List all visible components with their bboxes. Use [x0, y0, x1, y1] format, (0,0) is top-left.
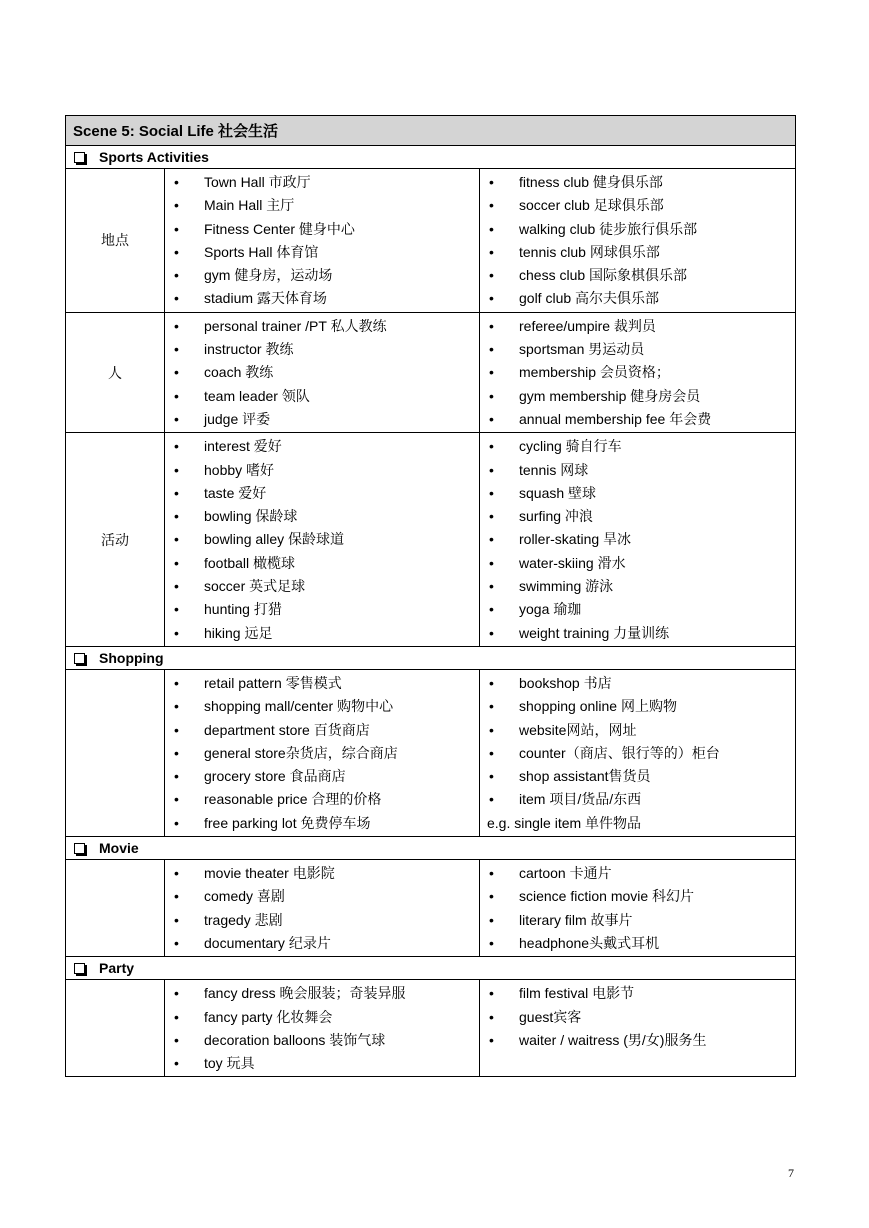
bullet-icon: • [174, 341, 179, 358]
term-item [480, 788, 795, 811]
bullet-icon: • [489, 461, 494, 478]
term-item [480, 622, 795, 645]
section-title: Movie [99, 840, 139, 857]
bullet-icon: • [174, 197, 179, 214]
term-item [480, 264, 795, 287]
term-item [165, 264, 479, 287]
term-text: bookshop 书店 [519, 674, 612, 691]
right-term-cell [480, 169, 796, 313]
term-text: surfing 冲浪 [519, 508, 593, 525]
right-term-list [480, 433, 795, 646]
term-text: soccer club 足球俱乐部 [519, 197, 664, 214]
term-text: annual membership fee 年会费 [519, 410, 712, 427]
term-text: roller-skating 旱冰 [519, 531, 632, 548]
section-header-row [66, 646, 796, 669]
term-text: retail pattern 零售模式 [204, 674, 342, 691]
bullet-icon: • [174, 674, 179, 691]
section-header-row [66, 146, 796, 169]
bullet-icon: • [174, 721, 179, 738]
bullet-icon: • [489, 387, 494, 404]
bullet-icon: • [489, 791, 494, 808]
term-group-row [66, 860, 796, 957]
term-text: instructor 教练 [204, 341, 294, 358]
term-item [480, 598, 795, 621]
term-item [165, 672, 479, 695]
term-text: referee/umpire 裁判员 [519, 317, 656, 334]
bullet-icon: • [174, 744, 179, 761]
term-item [165, 287, 479, 310]
bullet-icon: • [174, 791, 179, 808]
term-text: fancy party 化妆舞会 [204, 1008, 333, 1025]
term-text: general store杂货店，综合商店 [204, 744, 398, 761]
term-item [165, 932, 479, 955]
term-item [480, 482, 795, 505]
term-text: sportsman 男运动员 [519, 341, 645, 358]
left-term-cell [165, 669, 480, 836]
term-text: free parking lot 免费停车场 [204, 814, 371, 831]
term-item [480, 171, 795, 194]
term-item [165, 598, 479, 621]
bullet-icon: • [174, 624, 179, 641]
term-text: website网站，网址 [519, 721, 637, 738]
term-item [480, 719, 795, 742]
term-item [165, 695, 479, 718]
term-text: yoga 瑜珈 [519, 601, 582, 618]
bullet-icon: • [489, 888, 494, 905]
right-term-cell [480, 980, 796, 1077]
term-group-row [66, 980, 796, 1077]
term-item [480, 361, 795, 384]
bullet-icon: • [174, 911, 179, 928]
bullet-icon: • [174, 484, 179, 501]
checkbox-icon [74, 843, 85, 854]
term-item [480, 765, 795, 788]
term-item [165, 622, 479, 645]
term-item [165, 885, 479, 908]
term-item [480, 862, 795, 885]
left-term-cell [165, 980, 480, 1077]
term-item [165, 742, 479, 765]
term-item [480, 672, 795, 695]
term-text: chess club 国际象棋俱乐部 [519, 267, 688, 284]
category-label [66, 980, 165, 1077]
term-text: cycling 骑自行车 [519, 438, 622, 455]
term-text: Fitness Center 健身中心 [204, 220, 355, 237]
term-group-row [66, 669, 796, 836]
left-term-list [165, 169, 479, 312]
left-term-list [165, 860, 479, 956]
vocabulary-table [65, 115, 796, 1077]
title-row [66, 116, 796, 146]
term-text: bowling alley 保龄球道 [204, 531, 345, 548]
term-text: shopping online 网上购物 [519, 698, 677, 715]
term-text: gym 健身房，运动场 [204, 267, 333, 284]
bullet-icon: • [489, 865, 494, 882]
left-term-list [165, 313, 479, 432]
term-text: reasonable price 合理的价格 [204, 791, 382, 808]
term-item [480, 435, 795, 458]
term-item [480, 552, 795, 575]
term-text: comedy 喜剧 [204, 888, 285, 905]
term-text: headphone头戴式耳机 [519, 934, 660, 951]
term-item [165, 408, 479, 431]
bullet-icon: • [174, 531, 179, 548]
term-text: fitness club 健身俱乐部 [519, 174, 663, 190]
bullet-icon: • [489, 624, 494, 641]
term-item [480, 575, 795, 598]
left-term-cell [165, 433, 480, 647]
term-item [480, 194, 795, 217]
bullet-icon: • [489, 317, 494, 334]
term-text: coach 教练 [204, 364, 274, 381]
term-text: hobby 嗜好 [204, 461, 275, 478]
bullet-icon: • [174, 578, 179, 595]
term-item [165, 862, 479, 885]
bullet-icon: • [174, 814, 179, 831]
term-item [165, 1052, 479, 1075]
bullet-icon: • [174, 601, 179, 618]
left-term-list [165, 980, 479, 1076]
term-item [165, 241, 479, 264]
term-item [480, 528, 795, 551]
bullet-icon: • [489, 554, 494, 571]
bullet-icon: • [174, 1055, 179, 1072]
term-text: stadium 露天体育场 [204, 290, 327, 307]
section-header [66, 957, 796, 980]
checkbox-icon [74, 653, 85, 664]
term-item [165, 575, 479, 598]
term-item [165, 812, 479, 835]
term-text: personal trainer /PT 私人教练 [204, 317, 387, 334]
bullet-icon: • [489, 578, 494, 595]
term-text: tragedy 悲剧 [204, 911, 283, 928]
term-text: grocery store 食品商店 [204, 768, 346, 785]
checkbox-icon [74, 963, 85, 974]
bullet-icon: • [174, 934, 179, 951]
left-term-cell [165, 312, 480, 432]
section-header-row [66, 957, 796, 980]
bullet-icon: • [174, 387, 179, 404]
term-item [165, 982, 479, 1005]
bullet-icon: • [174, 461, 179, 478]
term-item [165, 315, 479, 338]
bullet-icon: • [489, 267, 494, 284]
category-label: 活动 [66, 433, 165, 647]
left-term-list [165, 433, 479, 646]
page-title: Scene 5: Social Life 社会生活 [66, 116, 796, 146]
bullet-icon: • [489, 1031, 494, 1048]
section-header [66, 837, 796, 860]
term-item [165, 909, 479, 932]
term-text: documentary 纪录片 [204, 934, 331, 951]
term-text: toy 玩具 [204, 1055, 255, 1072]
term-item [480, 505, 795, 528]
term-item [165, 338, 479, 361]
term-text: bowling 保龄球 [204, 508, 298, 525]
example-note: e.g. single item 单件物品 [487, 814, 642, 831]
bullet-icon: • [489, 438, 494, 455]
term-text: membership 会员资格； [519, 364, 670, 381]
page-number: 7 [788, 1166, 794, 1180]
term-item [480, 695, 795, 718]
term-item [480, 1006, 795, 1029]
term-text: science fiction movie 科幻片 [519, 888, 695, 905]
term-text: judge 评委 [204, 410, 271, 427]
bullet-icon: • [174, 364, 179, 381]
term-item [480, 909, 795, 932]
term-text: counter（商店、银行等的）柜台 [519, 744, 720, 761]
term-text: golf club 高尔夫俱乐部 [519, 290, 660, 307]
section-header-row [66, 837, 796, 860]
term-item [165, 719, 479, 742]
category-label: 地点 [66, 169, 165, 313]
bullet-icon: • [489, 721, 494, 738]
bullet-icon: • [489, 911, 494, 928]
term-text: decoration balloons 装饰气球 [204, 1031, 386, 1048]
bullet-icon: • [174, 888, 179, 905]
term-text: Sports Hall 体育馆 [204, 243, 319, 260]
bullet-icon: • [489, 220, 494, 237]
bullet-icon: • [174, 317, 179, 334]
term-text: waiter / waitress (男/女)服务生 [519, 1031, 707, 1048]
bullet-icon: • [174, 865, 179, 882]
left-term-cell [165, 169, 480, 313]
term-text: water-skiing 滑水 [519, 554, 626, 571]
category-label [66, 860, 165, 957]
bullet-icon: • [489, 364, 494, 381]
bullet-icon: • [174, 290, 179, 307]
bullet-icon: • [174, 438, 179, 455]
term-text: shop assistant售货员 [519, 768, 651, 785]
term-item [480, 338, 795, 361]
left-term-list [165, 670, 479, 836]
bullet-icon: • [174, 243, 179, 260]
section-title: Sports Activities [99, 149, 209, 165]
term-text: team leader 领队 [204, 387, 310, 404]
right-term-list [480, 980, 795, 1053]
bullet-icon: • [489, 174, 494, 190]
term-group-row [66, 433, 796, 647]
bullet-icon: • [489, 674, 494, 691]
bullet-icon: • [174, 267, 179, 284]
section-header [66, 646, 796, 669]
right-term-list [480, 313, 795, 432]
bullet-icon: • [489, 744, 494, 761]
term-item [165, 361, 479, 384]
vocabulary-table-body [66, 116, 796, 1077]
term-group-row [66, 169, 796, 313]
bullet-icon: • [489, 197, 494, 214]
section-header [66, 146, 796, 169]
term-item [480, 408, 795, 431]
term-item [480, 385, 795, 408]
bullet-icon: • [174, 220, 179, 237]
bullet-icon: • [489, 290, 494, 307]
term-item [480, 459, 795, 482]
term-text: soccer 英式足球 [204, 578, 306, 595]
term-item [480, 885, 795, 908]
term-text: cartoon 卡通片 [519, 865, 612, 882]
term-item [165, 459, 479, 482]
bullet-icon: • [174, 698, 179, 715]
bullet-icon: • [174, 1008, 179, 1025]
term-item [165, 528, 479, 551]
bullet-icon: • [489, 341, 494, 358]
term-item [480, 218, 795, 241]
category-label: 人 [66, 312, 165, 432]
term-text: hunting 打猎 [204, 601, 282, 618]
term-item [165, 505, 479, 528]
term-item [480, 241, 795, 264]
bullet-icon: • [174, 174, 179, 190]
term-item [480, 1029, 795, 1052]
term-text: football 橄榄球 [204, 554, 296, 571]
term-text: fancy dress 晚会服装；奇装异服 [204, 985, 406, 1002]
bullet-icon: • [174, 768, 179, 785]
term-item [165, 435, 479, 458]
term-item [480, 315, 795, 338]
term-text: shopping mall/center 购物中心 [204, 698, 394, 715]
term-item [165, 552, 479, 575]
right-term-cell [480, 669, 796, 836]
term-item [165, 218, 479, 241]
section-title: Shopping [99, 649, 164, 666]
right-term-cell [480, 433, 796, 647]
term-item [165, 788, 479, 811]
term-text: walking club 徒步旅行俱乐部 [519, 220, 698, 237]
bullet-icon: • [489, 531, 494, 548]
bullet-icon: • [489, 1008, 494, 1025]
term-item [480, 932, 795, 955]
term-text: guest宾客 [519, 1008, 582, 1025]
bullet-icon: • [489, 484, 494, 501]
checkbox-icon [74, 152, 85, 163]
category-label [66, 669, 165, 836]
right-term-cell [480, 860, 796, 957]
term-text: film festival 电影节 [519, 985, 635, 1002]
term-text: hiking 远足 [204, 624, 273, 641]
term-item [165, 385, 479, 408]
term-item [480, 742, 795, 765]
term-item [165, 194, 479, 217]
bullet-icon: • [489, 768, 494, 785]
bullet-icon: • [174, 410, 179, 427]
term-text: gym membership 健身房会员 [519, 387, 701, 404]
term-text: weight training 力量训练 [519, 624, 670, 641]
bullet-icon: • [489, 508, 494, 525]
term-item [165, 171, 479, 194]
bullet-icon: • [489, 243, 494, 260]
bullet-icon: • [489, 410, 494, 427]
bullet-icon: • [174, 985, 179, 1002]
term-text: squash 壁球 [519, 484, 597, 501]
bullet-icon: • [174, 508, 179, 525]
bullet-icon: • [489, 601, 494, 618]
term-item [165, 765, 479, 788]
term-text: Main Hall 主厅 [204, 197, 295, 214]
term-text: tennis 网球 [519, 461, 589, 478]
term-item [165, 1029, 479, 1052]
bullet-icon: • [174, 1031, 179, 1048]
right-term-list [480, 169, 795, 312]
term-text: literary film 故事片 [519, 911, 633, 928]
left-term-cell [165, 860, 480, 957]
term-text: taste 爱好 [204, 484, 267, 501]
term-item [480, 287, 795, 310]
right-term-list [480, 860, 795, 956]
term-group-row [66, 312, 796, 432]
term-item [165, 482, 479, 505]
term-text: interest 爱好 [204, 438, 282, 455]
section-title: Party [99, 960, 135, 977]
right-term-list [480, 670, 795, 836]
term-text: item 项目/货品/东西 [519, 791, 642, 808]
bullet-icon: • [489, 698, 494, 715]
bullet-icon: • [489, 985, 494, 1002]
term-text: Town Hall 市政厅 [204, 174, 311, 190]
bullet-icon: • [489, 934, 494, 951]
term-item [165, 1006, 479, 1029]
term-text: department store 百货商店 [204, 721, 370, 738]
term-text: movie theater 电影院 [204, 865, 335, 882]
term-text: swimming 游泳 [519, 578, 614, 595]
term-text: tennis club 网球俱乐部 [519, 243, 660, 260]
term-item [480, 982, 795, 1005]
right-term-cell [480, 312, 796, 432]
bullet-icon: • [174, 554, 179, 571]
